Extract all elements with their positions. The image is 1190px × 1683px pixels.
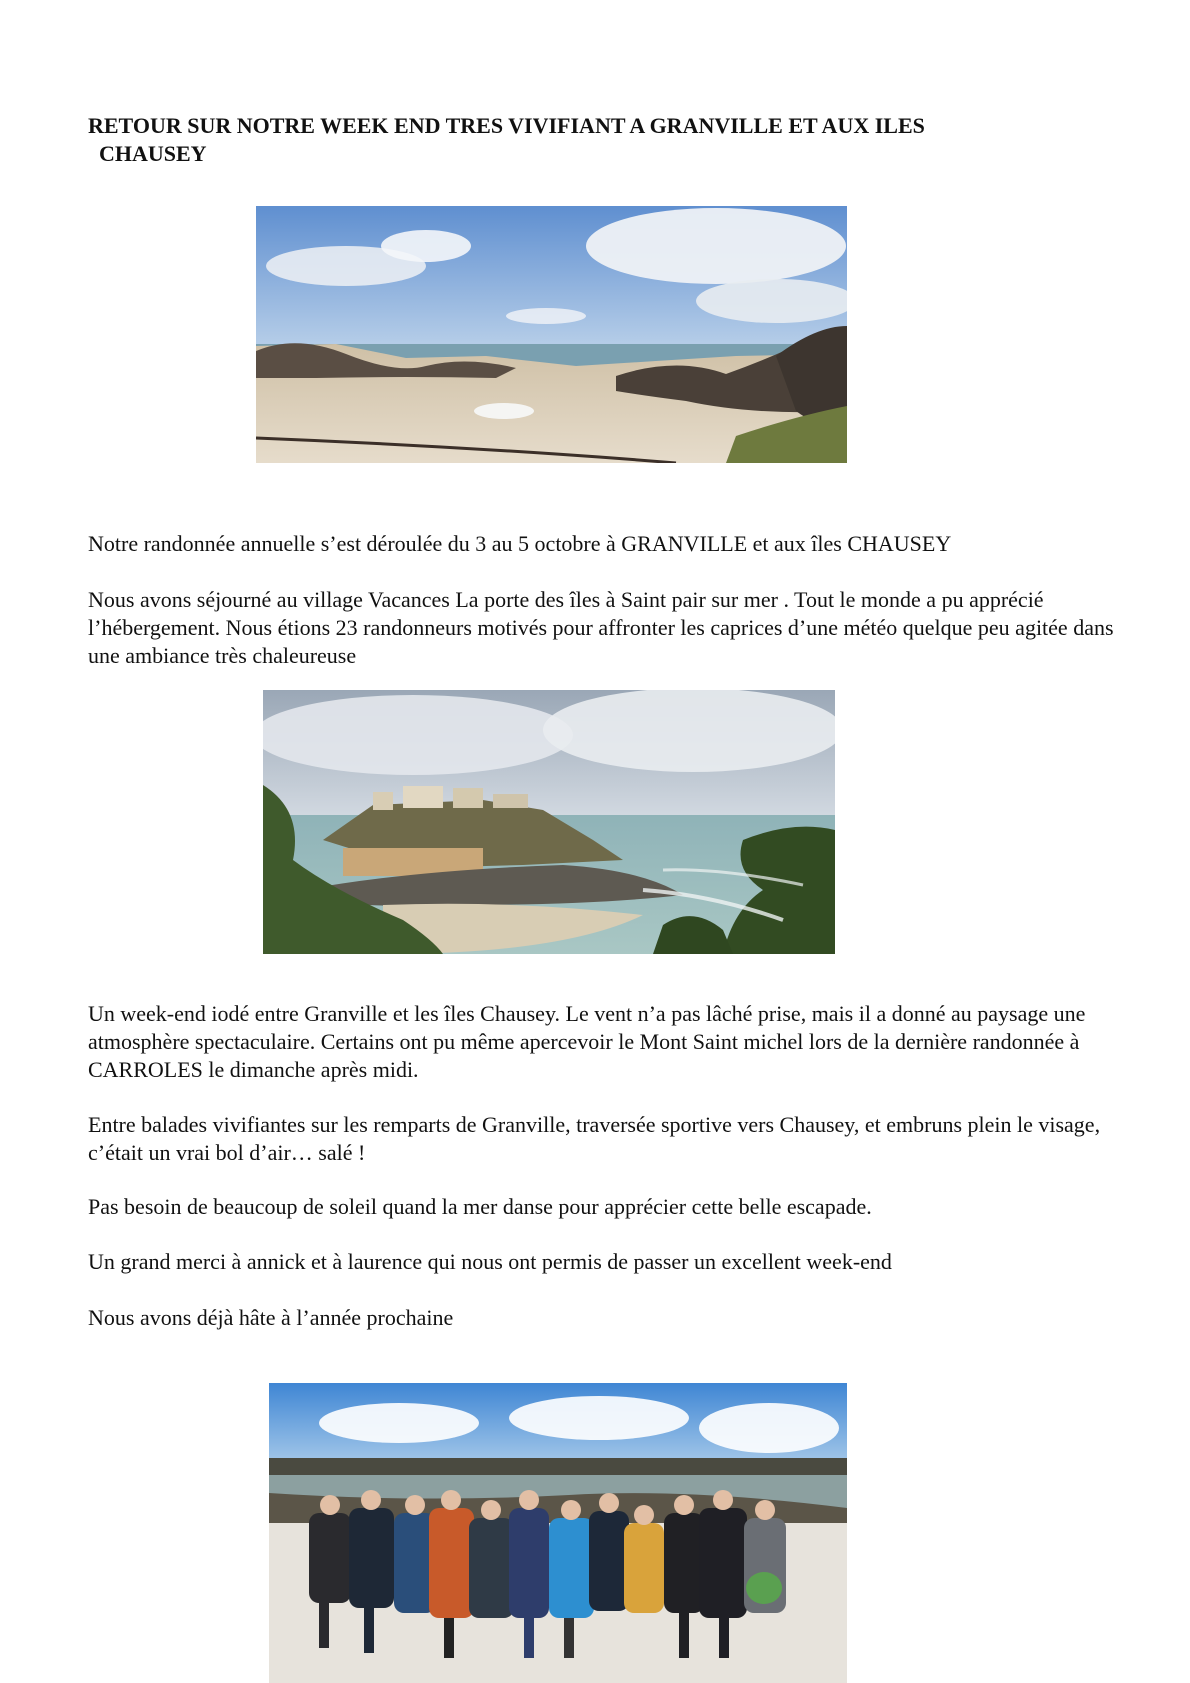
- paragraph-7: Nous avons déjà hâte à l’année prochaine: [88, 1305, 454, 1330]
- paragraph-4: Entre balades vivifiantes sur les remparts de Granville, traversée sportive vers Chausey, et embruns plein le visage, c’était un vrai bol d’air… salé !: [88, 1112, 1101, 1165]
- paragraph-6: Un grand merci à annick et à laurence qui nous ont permis de passer un excellent week-end: [88, 1249, 892, 1274]
- title-line-2: CHAUSEY: [99, 141, 207, 166]
- photo-chausey-beach: [256, 206, 847, 463]
- paragraph-1: Notre randonnée annuelle s’est déroulée du 3 au 5 octobre à GRANVILLE et aux îles CHAUSEY: [88, 531, 952, 556]
- paragraph-3: Un week-end iodé entre Granville et les îles Chausey. Le vent n’a pas lâché prise, mais il a donné au paysage une atmosphère spectaculaire. Certains ont pu même apercevoir le Mont Saint michel lors de la dernière randonnée à CARROLES le dimanche après midi.: [88, 1001, 1086, 1082]
- paragraph-2: Nous avons séjourné au village Vacances La porte des îles à Saint pair sur mer . Tout le monde a pu apprécié l’hébergement. Nous étions 23 randonneurs motivés pour affronter les caprices d’une météo quelque peu agitée dans une ambiance très chaleureuse: [88, 587, 1114, 668]
- document-title: [88, 112, 1048, 168]
- photo-granville-headland: [263, 690, 835, 954]
- title-line-1: RETOUR SUR NOTRE WEEK END TRES VIVIFIANT A GRANVILLE ET AUX ILES: [88, 113, 925, 138]
- paragraph-5: Pas besoin de beaucoup de soleil quand la mer danse pour apprécier cette belle escapade.: [88, 1194, 872, 1219]
- photo-group-beach: [269, 1383, 847, 1683]
